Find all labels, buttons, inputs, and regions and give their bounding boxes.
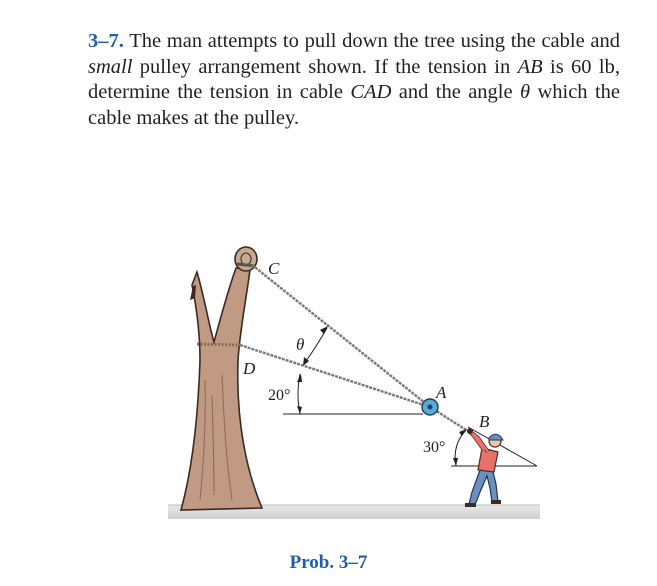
text-seg: and the angle (391, 81, 520, 103)
tree (181, 247, 262, 510)
tree-trunk (181, 268, 262, 510)
ref-line-30deg (468, 427, 537, 466)
problem-number: 3–7. (88, 30, 124, 52)
arrowhead-theta-b (320, 326, 328, 334)
text-seg-italic: AB (517, 55, 543, 78)
man-arms-fill (470, 432, 488, 452)
label-point-d: D (243, 359, 256, 378)
figure-caption: Prob. 3–7 (289, 552, 368, 573)
label-point-a: A (436, 383, 447, 402)
man-shoes (465, 503, 476, 507)
arrowhead-30b (459, 429, 467, 436)
man-figure (465, 428, 503, 507)
man-legs (469, 468, 498, 505)
text-seg: which the cable makes at the pulley. (88, 81, 620, 129)
text-seg: The man attempts to pull down the tree using the cable and (123, 30, 620, 52)
pulley-hub (428, 405, 433, 410)
label-point-b: B (479, 412, 490, 431)
man-shoe-right (491, 500, 501, 504)
cable-ca (252, 265, 430, 407)
man-hands (467, 428, 473, 434)
label-angle-20: 20° (268, 387, 291, 404)
text-seg: is 60 lb, determine the tension in cable (88, 55, 620, 103)
text-seg-italic: θ (519, 81, 531, 103)
label-angle-theta: θ (296, 335, 305, 354)
label-point-c: C (268, 259, 280, 278)
text-seg: pulley arrangement shown. If the tension in (132, 55, 518, 78)
man-cap (489, 434, 503, 440)
label-angle-30: 30° (423, 439, 446, 456)
text-seg-italic: small (88, 55, 133, 78)
text-seg-italic: CAD (350, 81, 392, 103)
